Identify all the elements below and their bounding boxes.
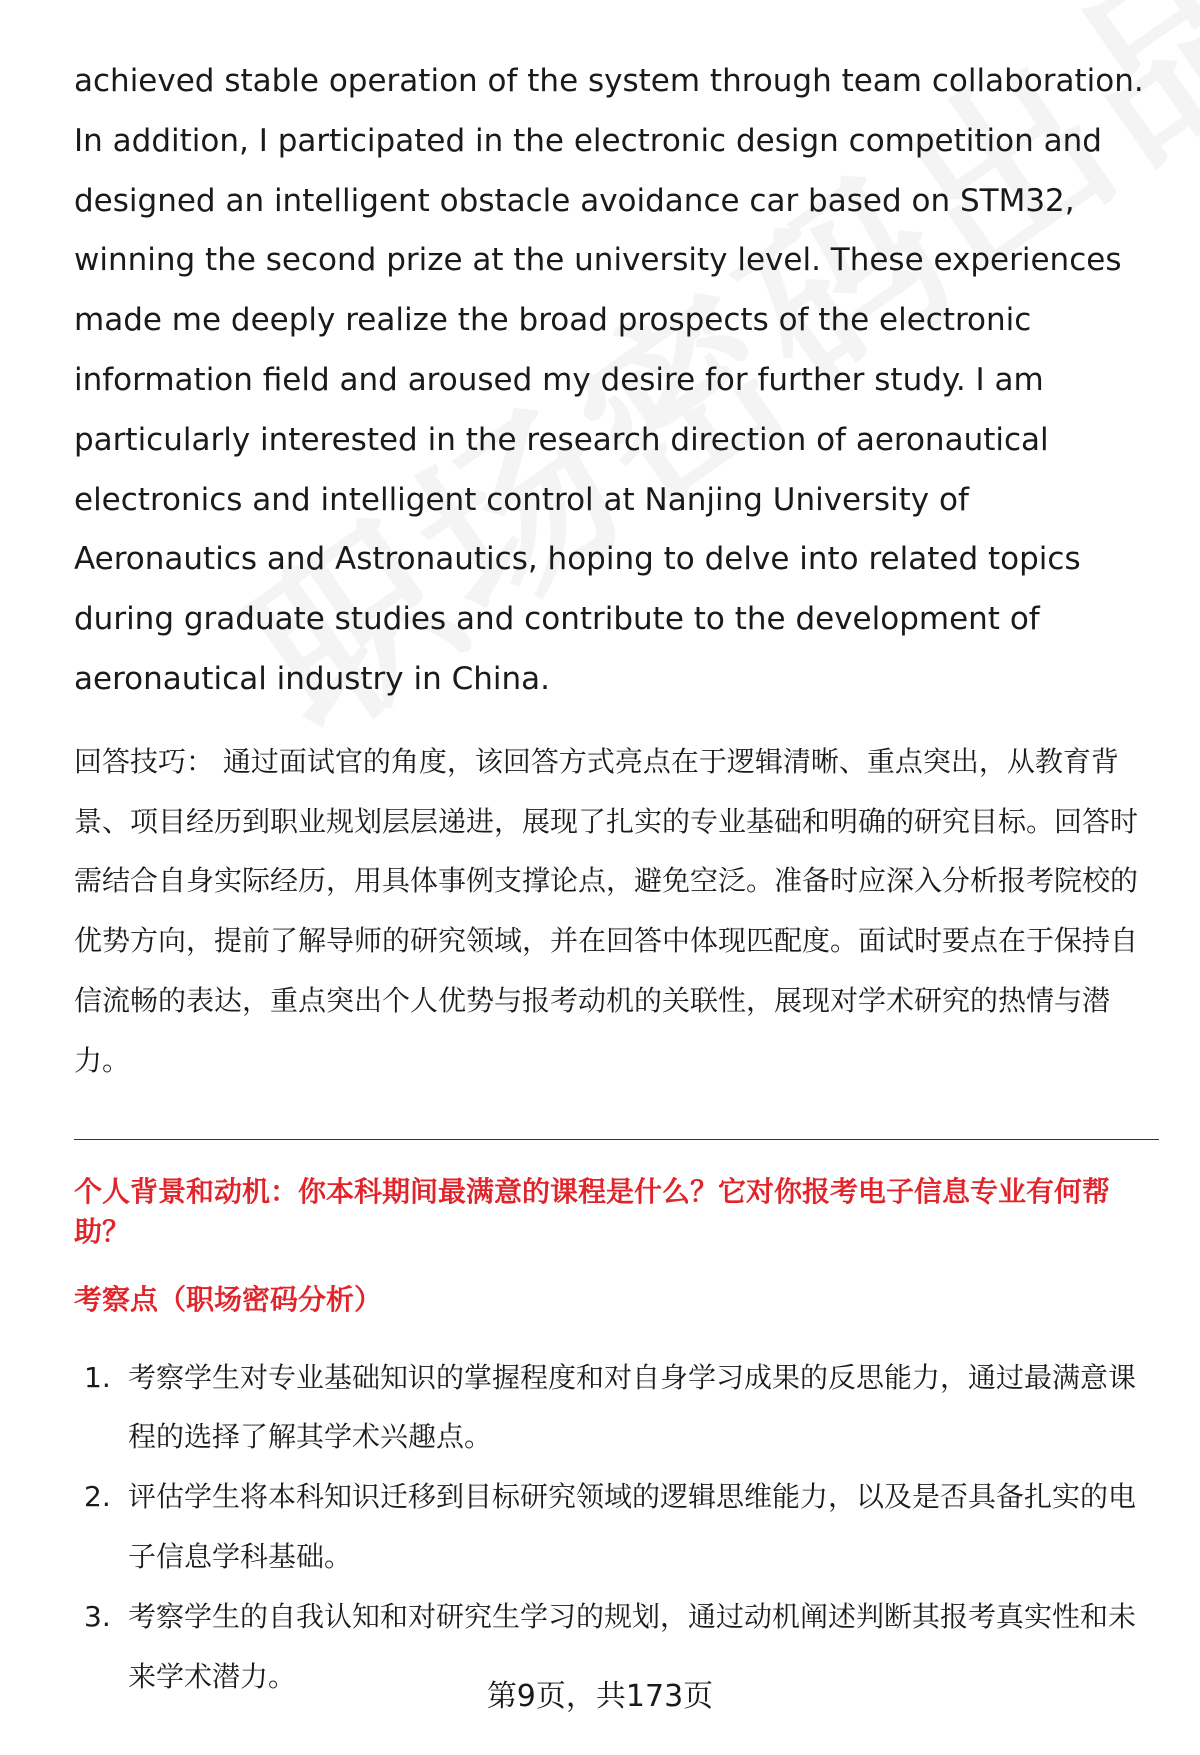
section-divider [74, 1139, 1159, 1140]
english-paragraph: achieved stable operation of the system through team collaboration. In addition, I participated in the electronic design competition and designed an intelligent obstacle avoidance car based on STM32, winning the second prize at the university level. These experiences made me deeply realize the broad prospects of the electronic information field and aroused my desire for further study. I am particularly interested in the research direction of aeronautical electronics and intelligent control at Nanjing University of Aeronautics and Astronautics, hoping to delve into related topics during graduate studies and contribute to the development of aeronautical industry in China. [74, 63, 1144, 697]
list-item-number: 3. [84, 1599, 111, 1633]
question-heading: 个人背景和动机：你本科期间最满意的课程是什么？它对你报考电子信息专业有何帮助？ [74, 1174, 1111, 1248]
analysis-subheading: 考察点（职场密码分析） [74, 1282, 383, 1316]
page-number: 第9页，共173页 [486, 1679, 714, 1714]
list-item [74, 1467, 1159, 1587]
list-item-number: 2. [84, 1480, 111, 1514]
list-item-number: 1. [84, 1360, 111, 1394]
list-item-text: 考察学生的自我认知和对研究生学习的规划，通过动机阐述判断其报考真实性和未来学术潜力。 [128, 1599, 1137, 1693]
analysis-points-list [74, 1348, 1159, 1707]
list-item-text: 评估学生将本科知识迁移到目标研究领域的逻辑思维能力，以及是否具备扎实的电子信息学科基础。 [128, 1480, 1137, 1573]
tips-paragraph: 回答技巧： 通过面试官的角度，该回答方式亮点在于逻辑清晰、重点突出，从教育背景、项目经历到职业规划层层递进，展现了扎实的专业基础和明确的研究目标。回答时需结合自身实际经历，用具体事例支撑论点，避免空泛。准备时应深入分析报考院校的优势方向，提前了解导师的研究领域，并在回答中体现匹配度。面试时要点在于保持自信流畅的表达，重点突出个人优势与报考动机的关联性，展现对学术研究的热情与潜力。 [74, 744, 1139, 1077]
list-item-text: 考察学生对专业基础知识的掌握程度和对自身学习成果的反思能力，通过最满意课程的选择了解其学术兴趣点。 [128, 1360, 1137, 1454]
list-item [74, 1348, 1159, 1468]
page-content [74, 52, 1159, 1706]
